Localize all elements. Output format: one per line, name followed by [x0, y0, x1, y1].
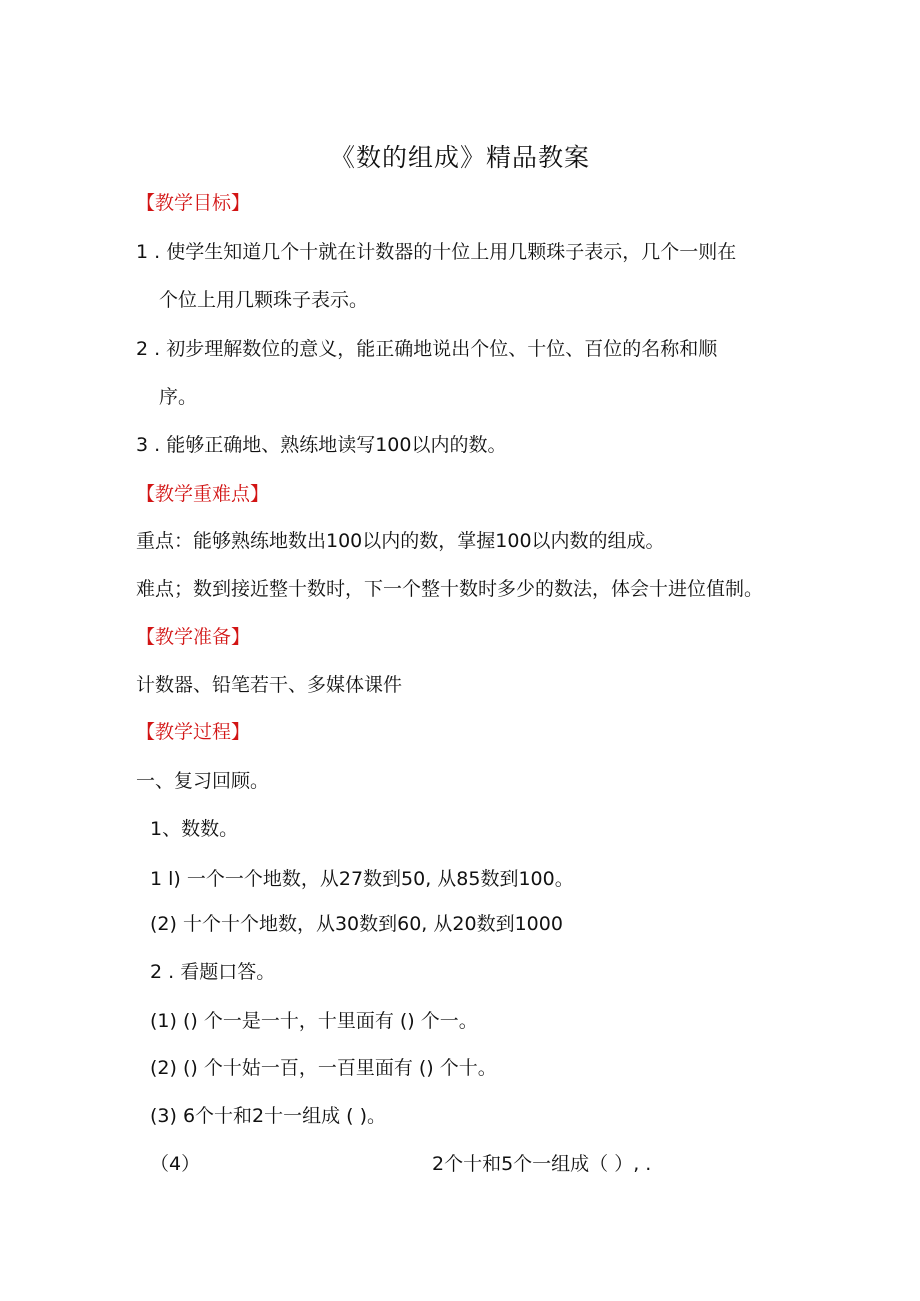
preparation-text: 计数器、铅笔若干、多媒体课件 [136, 674, 403, 696]
key-point-focus: 重点：能够熟练地数出100以内的数，掌握100以内数的组成。 [136, 530, 665, 552]
key-point-difficulty: 难点；数到接近整十数时，下一个整十数时多少的数法，体会十进位值制。 [136, 578, 764, 600]
heading-process: 【教学过程】 [136, 721, 251, 743]
objective-1-line1: 1 . 使学生知道几个十就在计数器的十位上用几颗珠子表示，几个一则在 [136, 241, 737, 263]
process-sub1: 1、数数。 [150, 818, 239, 840]
objective-2-line1: 2 . 初步理解数位的意义，能正确地说出个位、十位、百位的名称和顺 [136, 338, 718, 360]
process-sub2: 2 . 看题口答。 [150, 961, 276, 983]
objective-1-line2: 个位上用几颗珠子表示。 [159, 289, 369, 311]
heading-key-points: 【教学重难点】 [136, 483, 270, 505]
document-title: 《数的组成》精品教案 [329, 143, 590, 172]
process-sub1-item1: 1 l) 一个一个地数，从27数到50, 从85数到100。 [150, 868, 574, 890]
process-sub2-item1: (1) () 个一是一十，十里面有 () 个一。 [150, 1010, 478, 1032]
process-part1: 一、复习回顾。 [136, 770, 270, 792]
process-sub1-item2: (2) 十个十个地数，从30数到60, 从20数到1000 [150, 913, 563, 935]
objective-3: 3 . 能够正确地、熟练地读写100以内的数。 [136, 434, 507, 456]
process-item4-text: 2个十和5个一组成（ ）, . [432, 1153, 652, 1175]
process-item4-label: （4） [150, 1153, 201, 1175]
objective-2-line2: 序。 [159, 386, 198, 408]
process-sub2-item3: (3) 6个十和2十一组成 ( )。 [150, 1105, 387, 1127]
process-sub2-item2: (2) () 个十姑一百，一百里面有 () 个十。 [150, 1057, 497, 1079]
heading-objectives: 【教学目标】 [136, 192, 251, 214]
heading-preparation: 【教学准备】 [136, 626, 251, 648]
